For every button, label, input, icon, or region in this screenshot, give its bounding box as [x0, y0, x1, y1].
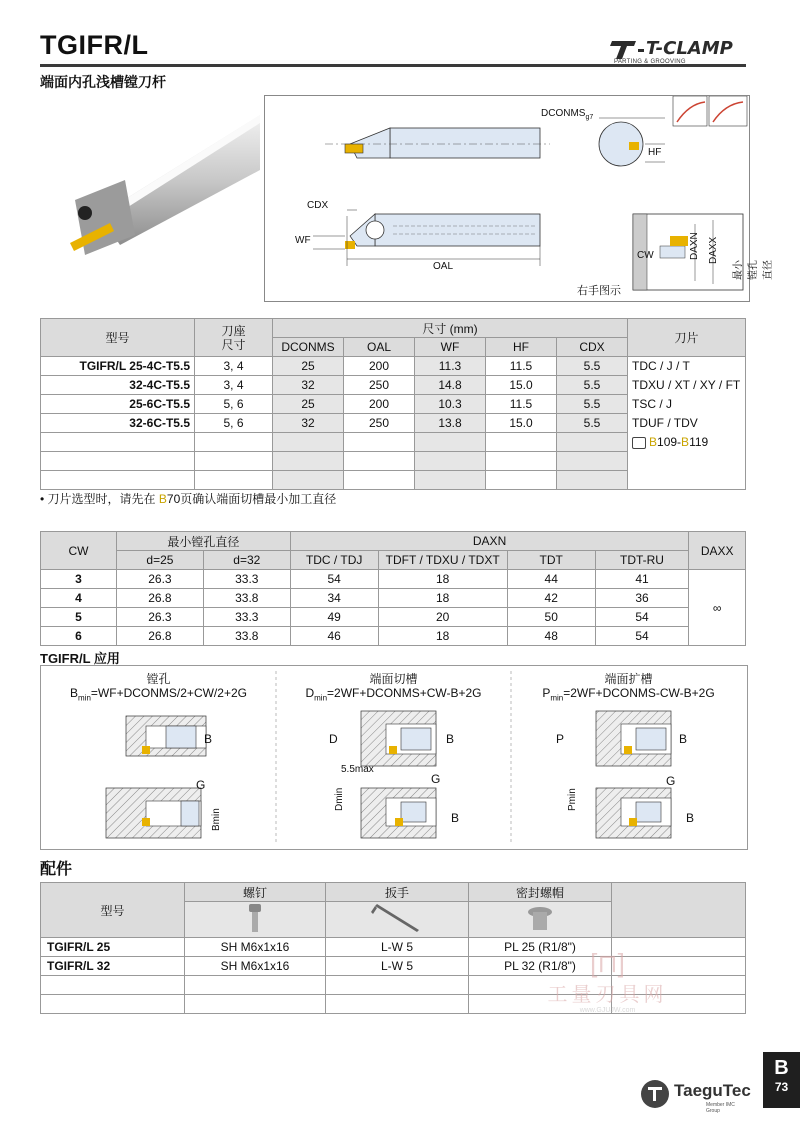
page-title: TGIFR/L [40, 30, 149, 60]
screw-icon [185, 902, 326, 938]
value-cell: 11.5 [486, 395, 557, 414]
section-letter: B [774, 1057, 789, 1079]
book-icon [632, 437, 646, 449]
value-cell: 18 [378, 627, 507, 646]
value-cell: 33.3 [203, 608, 290, 627]
insert-cell: TSC / J [628, 395, 746, 414]
col-cdx: CDX [557, 338, 628, 357]
value-cell: 44 [507, 570, 595, 589]
value-cell: SH M6x1x16 [185, 938, 326, 957]
seat-cell: 5, 6 [195, 414, 273, 433]
cw-cell: 3 [41, 570, 117, 589]
panel-boring-title: 镗孔 [146, 672, 171, 686]
taegutec-emblem [640, 1079, 670, 1109]
daxx-cell: ∞ [689, 570, 746, 646]
dim-b: B [679, 732, 688, 746]
holder-spec-table [40, 318, 746, 490]
label-right-hand: 右手图示 [577, 285, 621, 297]
value-cell: 5.5 [557, 395, 628, 414]
value-cell: 48 [507, 627, 595, 646]
value-cell: 5.5 [557, 357, 628, 376]
value-cell: 26.8 [116, 589, 203, 608]
col-daxn: DAXN [290, 532, 689, 551]
col-model: 型号 [41, 883, 185, 938]
insert-cell: TDUF / TDV [628, 414, 746, 433]
value-cell: 26.3 [116, 608, 203, 627]
col-insert: 刀片 [628, 319, 746, 357]
value-cell: 34 [290, 589, 378, 608]
dim-b: B [204, 732, 213, 746]
table-row [41, 395, 746, 414]
col-tdt: TDT [507, 551, 595, 570]
value-cell: 26.8 [116, 627, 203, 646]
watermark-mark: [⊓] [590, 948, 625, 978]
watermark-url: www.GJUJW.com [579, 1007, 636, 1014]
selection-note: • 刀片选型时，请先在 B70页确认端面切槽最小加工直径 [40, 492, 337, 506]
label-hf: HF [648, 147, 662, 158]
value-cell: 49 [290, 608, 378, 627]
catalog-ref[interactable]: B109-B119 [628, 433, 746, 452]
label-oal: OAL [433, 261, 454, 272]
taegutec-logo [640, 1075, 750, 1115]
value-cell: 5.5 [557, 376, 628, 395]
wrench-icon [326, 902, 469, 938]
value-cell: 32 [273, 414, 344, 433]
page-number: 73 [774, 1080, 789, 1094]
value-cell: 33.8 [203, 627, 290, 646]
value-cell: 10.3 [415, 395, 486, 414]
brand-sub: Member IMC Group [706, 1102, 735, 1114]
application-panel [40, 665, 748, 850]
value-cell: 42 [507, 589, 595, 608]
table-row [41, 357, 746, 376]
dim-p: P [556, 732, 565, 746]
brand-text: T-CLAMP [646, 38, 733, 59]
value-cell: PL 32 (R1/8") [469, 957, 612, 976]
label-min-dia: 最小镗孔直径 [733, 260, 774, 280]
table-row [41, 376, 746, 395]
brand-subtext: PARTING & GROOVING [614, 59, 686, 65]
model-cell: 25-6C-T5.5 [41, 395, 195, 414]
table-row [41, 570, 746, 589]
plug-icon [469, 902, 612, 938]
panel-expand-formula: $P_{min}=2WF+DCONMS-CW-B+2G$ [542, 686, 715, 703]
panel-boring-formula: $B_{min}=WF+DCONMS/2+CW/2+2G$ [70, 686, 247, 703]
value-cell: 20 [378, 608, 507, 627]
value-cell: 46 [290, 627, 378, 646]
seat-cell: 3, 4 [195, 357, 273, 376]
value-cell: 50 [507, 608, 595, 627]
col-d25: d=25 [116, 551, 203, 570]
value-cell: L-W 5 [326, 938, 469, 957]
value-cell: 26.3 [116, 570, 203, 589]
insert-cell: TDXU / XT / XY / FT [628, 376, 746, 395]
panel-face-title: 端面切槽 [369, 672, 418, 686]
product-photo [40, 95, 260, 270]
dim-b: B [451, 811, 460, 825]
value-cell: 13.8 [415, 414, 486, 433]
value-cell: 15.0 [486, 414, 557, 433]
table-row [41, 471, 746, 490]
label-daxx: DAXX [708, 236, 719, 264]
seat-cell: 3, 4 [195, 376, 273, 395]
seat-cell: 5, 6 [195, 395, 273, 414]
dim-g: G [196, 778, 206, 792]
label-cw: CW [637, 250, 654, 261]
value-cell: 5.5 [557, 414, 628, 433]
model-cell: 32-4C-T5.5 [41, 376, 195, 395]
col-dims: 尺寸 (mm) [273, 319, 628, 338]
value-cell: 11.3 [415, 357, 486, 376]
value-cell: 54 [595, 627, 689, 646]
technical-drawing [264, 95, 774, 302]
col-daxx: DAXX [689, 532, 746, 570]
value-cell: 200 [344, 395, 415, 414]
col-oal: OAL [344, 338, 415, 357]
col-screw: 螺钉 [185, 883, 326, 902]
value-cell: 25 [273, 357, 344, 376]
table-row [41, 608, 746, 627]
dim-b: B [446, 732, 455, 746]
value-cell: 200 [344, 357, 415, 376]
model-cell: TGIFR/L 25-4C-T5.5 [41, 357, 195, 376]
col-hf: HF [486, 338, 557, 357]
col-plug: 密封螺帽 [469, 883, 612, 902]
value-cell: 25 [273, 395, 344, 414]
value-cell: 15.0 [486, 376, 557, 395]
insert-cell: TDC / J / T [628, 357, 746, 376]
watermark [540, 948, 675, 1018]
dim-pmin: Pmin [567, 788, 578, 811]
min-diameter-table [40, 531, 746, 646]
watermark-text: 工量刃具网 [547, 984, 668, 1006]
model-cell: 32-6C-T5.5 [41, 414, 195, 433]
dim-max: 5.5max [341, 764, 374, 775]
dim-bmin: Bmin [211, 808, 222, 831]
model-cell: TGIFR/L 32 [41, 957, 185, 976]
dim-g: G [431, 772, 441, 786]
dim-dmin: Dmin [334, 787, 345, 811]
panel-face-formula: $D_{min}=2WF+DCONMS+CW-B+2G$ [305, 686, 482, 703]
label-cdx: CDX [307, 200, 329, 211]
value-cell: 41 [595, 570, 689, 589]
value-cell: 18 [378, 589, 507, 608]
col-min-dia: 最小镗孔直径 [116, 532, 290, 551]
col-d32: d=32 [203, 551, 290, 570]
col-dconms: DCONMS [273, 338, 344, 357]
col-tdt-ru: TDT-RU [595, 551, 689, 570]
page-subtitle: 端面内孔浅槽镗刀杆 [40, 74, 166, 90]
value-cell: PL 25 (R1/8") [469, 938, 612, 957]
value-cell: SH M6x1x16 [185, 957, 326, 976]
cw-cell: 4 [41, 589, 117, 608]
cw-cell: 5 [41, 608, 117, 627]
accessories-title: 配件 [40, 861, 73, 878]
col-wrench: 扳手 [326, 883, 469, 902]
col-tdft: TDFT / TDXU / TDXT [378, 551, 507, 570]
t-clamp-logo [610, 37, 750, 65]
value-cell: 36 [595, 589, 689, 608]
col-seat: 刀座 尺寸 [195, 319, 273, 357]
label-daxn: DAXN [689, 232, 700, 260]
value-cell: 54 [290, 570, 378, 589]
table-row [41, 433, 746, 452]
dim-d: D [329, 732, 338, 746]
table-row [41, 589, 746, 608]
value-cell: 33.8 [203, 589, 290, 608]
brand-name: TaeguTec [674, 1081, 751, 1100]
dim-b: B [686, 811, 695, 825]
col-wf: WF [415, 338, 486, 357]
value-cell: 250 [344, 414, 415, 433]
value-cell: 14.8 [415, 376, 486, 395]
value-cell: 33.3 [203, 570, 290, 589]
label-wf: WF [295, 235, 311, 246]
value-cell: 18 [378, 570, 507, 589]
table-row [41, 452, 746, 471]
value-cell: 54 [595, 608, 689, 627]
application-title: TGIFR/L 应用 [40, 651, 120, 666]
col-model: 型号 [41, 319, 195, 357]
panel-expand-title: 端面扩槽 [604, 672, 653, 686]
dim-g: G [666, 774, 676, 788]
label-dconms: $DCONMS_{g7}$ [541, 108, 594, 121]
col-tdc: TDC / TDJ [290, 551, 378, 570]
col-cw: CW [41, 532, 117, 570]
table-row [41, 627, 746, 646]
value-cell: L-W 5 [326, 957, 469, 976]
table-row [41, 414, 746, 433]
cw-cell: 6 [41, 627, 117, 646]
value-cell: 11.5 [486, 357, 557, 376]
section-tab [763, 1052, 800, 1108]
model-cell: TGIFR/L 25 [41, 938, 185, 957]
value-cell: 32 [273, 376, 344, 395]
value-cell: 250 [344, 376, 415, 395]
